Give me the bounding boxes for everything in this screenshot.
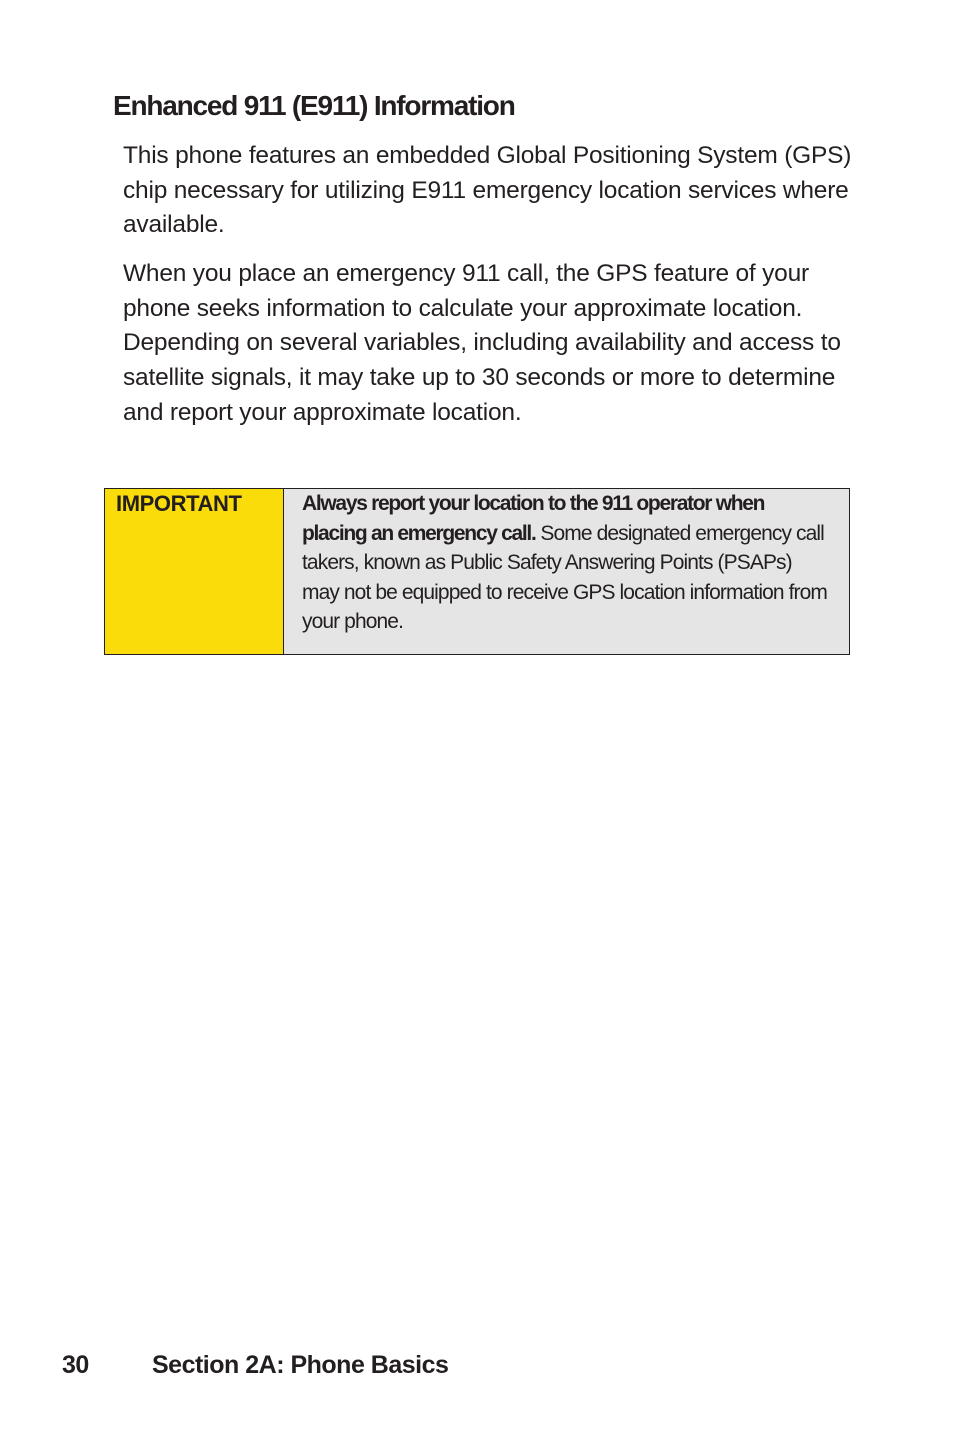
important-label-cell	[105, 489, 284, 654]
page-number: 30	[62, 1351, 89, 1379]
important-text-cell	[284, 489, 849, 654]
section-heading: Enhanced 911 (E911) Information	[113, 90, 515, 121]
important-text	[302, 489, 832, 637]
page-footer	[62, 1348, 448, 1382]
paragraph-emergency-call: When you place an emergency 911 call, the GPS feature of your phone seeks information to calculate your approximate location. Depending on several variables, including availability and access to satellite signals, it may take up to 30 seconds or more to determine and report your approximate location.	[123, 260, 841, 426]
paragraph-gps-chip: This phone features an embedded Global Positioning System (GPS) chip necessary for utilizing E911 emergency location services where available.	[123, 142, 852, 239]
important-bold-text: Always report your location to the 911 operator when placing an emergency call.	[302, 492, 765, 545]
important-body-text: Some designated emergency call takers, known as Public Safety Answering Points (PSAPs) may not be equipped to receive GPS location information from your phone.	[302, 521, 827, 634]
section-title: Section 2A: Phone Basics	[152, 1351, 449, 1379]
important-notice-box	[104, 488, 850, 655]
important-label: IMPORTANT	[116, 491, 242, 516]
